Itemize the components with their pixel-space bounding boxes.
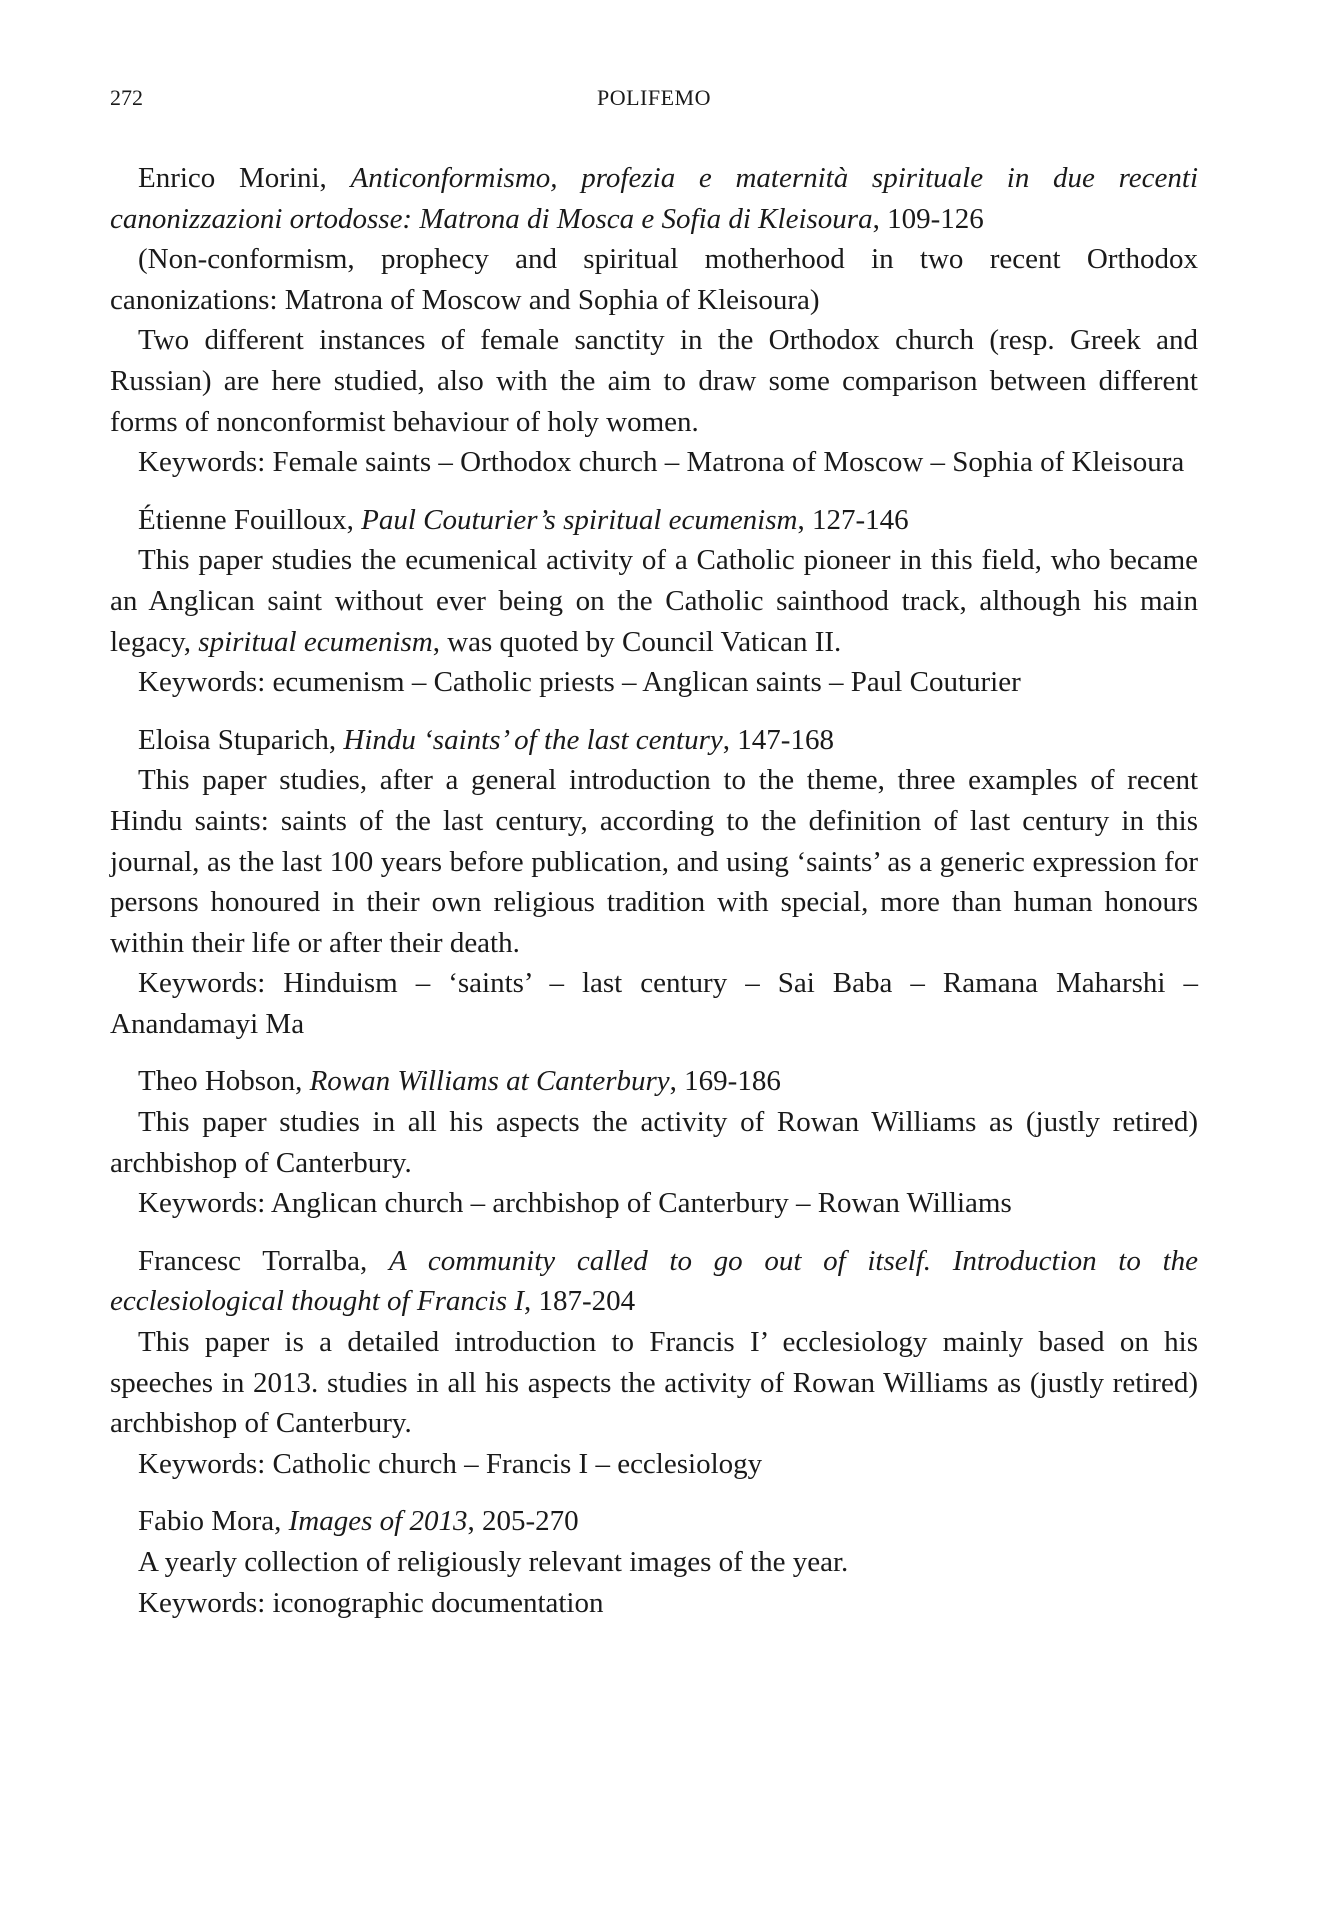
article-title: Images of 2013 , bbox=[289, 1505, 482, 1537]
page-range: 127-146 bbox=[811, 503, 909, 536]
abstract-text: A yearly collection of religiously relevant images of the year. bbox=[138, 1546, 849, 1578]
abstract-entry-hobson bbox=[110, 1061, 1198, 1223]
article-title: A community called to go out of itself. Introduction to the ecclesiological thought of Francis I , bbox=[110, 1245, 1198, 1318]
keywords: Keywords: Anglican church – archbishop of Canterbury – Rowan Williams bbox=[138, 1187, 1012, 1220]
abstract-entry-stuparich bbox=[110, 720, 1198, 1045]
page-range: 147-168 bbox=[737, 723, 834, 756]
abstracts-list bbox=[110, 158, 1198, 1640]
keywords: Keywords: Catholic church – Francis I – ecclesiology bbox=[138, 1447, 763, 1480]
abstract-entry-torralba bbox=[110, 1241, 1198, 1485]
journal-title: POLIFEMO bbox=[596, 85, 711, 110]
abstract-text: This paper studies, after a general introduction to the theme, three examples of recent Hindu saints: saints of the last century, according to the definition of last century in this journal, as the last 100 years before publication, and using ‘saints’ as a generic expression for persons honoured in their own religious tradition with special, more than human honours within their life or after their death. bbox=[110, 764, 1198, 959]
page-range: 187-204 bbox=[538, 1285, 636, 1318]
abstract-italic-phrase: spiritual ecumenism bbox=[198, 625, 433, 658]
citation bbox=[110, 1061, 1198, 1102]
keywords: Keywords: Female saints – Orthodox church – Matrona of Moscow – Sophia of Kleisoura bbox=[138, 446, 1185, 479]
abstract-text: This paper studies in all his aspects the activity of Rowan Williams as (justly retired) archbishop of Canterbury. bbox=[110, 1106, 1198, 1179]
author: Fabio Mora , bbox=[138, 1505, 289, 1537]
page-range: 169-186 bbox=[684, 1065, 781, 1098]
article-title: Paul Couturier’s spiritual ecumenism , bbox=[361, 504, 812, 536]
keywords: Keywords: Hinduism – ‘saints’ – last century – Sai Baba – Ramana Maharshi – Anandamayi Ma bbox=[110, 967, 1198, 1040]
abstract-text-part: This paper studies the ecumenical activity of a Catholic pioneer in this field, who became an Anglican saint without ever being on the Catholic sainthood track, although his main legacy, bbox=[110, 544, 1198, 658]
author: Theo Hobson , bbox=[138, 1065, 310, 1097]
running-head bbox=[110, 80, 1198, 116]
abstract-text: Two different instances of female sanctity in the Orthodox church (resp. Greek and Russian) are here studied, also with the aim to draw some comparison between different forms of nonconformist behaviour of holy women. bbox=[110, 324, 1198, 438]
page-range: 109-126 bbox=[887, 202, 984, 235]
citation bbox=[110, 1501, 1198, 1542]
translated-title: (Non-conformism, prophecy and spiritual motherhood in two recent Orthodox canonizations: Matrona of Moscow and Sophia of Kleisoura) bbox=[110, 243, 1198, 316]
citation bbox=[110, 500, 1198, 541]
abstract-text-part: , was quoted by Council Vatican II. bbox=[432, 625, 842, 658]
keywords: Keywords: ecumenism – Catholic priests – Anglican saints – Paul Couturier bbox=[138, 666, 1021, 699]
article-title: Rowan Williams at Canterbury , bbox=[310, 1065, 685, 1097]
citation bbox=[110, 720, 1198, 761]
abstract-text: This paper is a detailed introduction to Francis I’ ecclesiology mainly based on his speeches in 2013. studies in all his aspects the activity of Rowan Williams as (justly retired) archbishop of Canterbury. bbox=[110, 1326, 1198, 1440]
author: Eloisa Stuparich , bbox=[138, 724, 343, 756]
author: Étienne Fouilloux , bbox=[138, 504, 361, 536]
page-range: 205-270 bbox=[481, 1505, 579, 1538]
abstract-entry-fouilloux bbox=[110, 500, 1198, 703]
citation bbox=[110, 1241, 1198, 1322]
abstract-entry-mora bbox=[110, 1501, 1198, 1623]
author: Enrico Morini , bbox=[138, 162, 351, 194]
article-title: Hindu ‘saints’ of the last century , bbox=[343, 724, 737, 756]
abstract-text bbox=[110, 540, 1198, 662]
article-title: Anticonformismo, profezia e maternità spirituale in due recenti canonizzazioni ortodosse: Matrona di Mosca e Sofia di Kleisoura , bbox=[110, 162, 1198, 235]
abstract-entry-morini bbox=[110, 158, 1198, 483]
keywords: Keywords: iconographic documentation bbox=[138, 1586, 604, 1619]
author: Francesc Torralba , bbox=[138, 1245, 389, 1277]
page-number: 272 bbox=[110, 85, 143, 110]
citation bbox=[110, 158, 1198, 239]
